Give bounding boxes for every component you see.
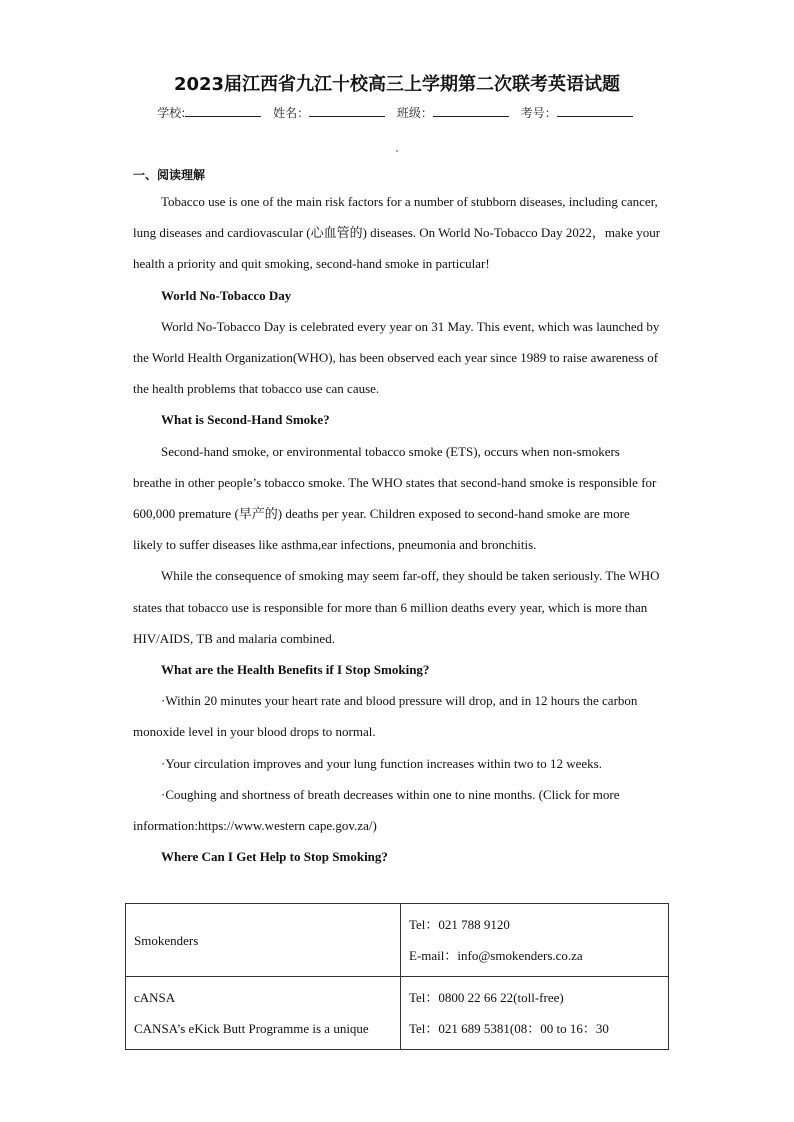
contact-email: E-mail：info@smokenders.co.za: [409, 948, 583, 963]
contact-phone: Tel：0800 22 66 22(toll-free): [409, 990, 564, 1005]
org-name: cANSA: [134, 990, 176, 1005]
paragraph-consequences: While the consequence of smoking may seem far-off, they should be taken seriously. The WHO states that tobacco use is responsible for more than 6 million deaths every year, which is more than HIV/AIDS, TB and malaria combined.: [133, 568, 660, 646]
subheading-health-benefits: What are the Health Benefits if I Stop Smoking?: [161, 662, 430, 678]
help-contacts-table: [125, 903, 669, 1050]
exam-number-blank[interactable]: [557, 104, 633, 117]
org-name: Smokenders: [134, 932, 199, 948]
table-row: [126, 977, 669, 1050]
contact-phone: Tel：021 788 9120: [409, 917, 510, 932]
benefit-item-1: ·Within 20 minutes your heart rate and blood pressure will drop, and in 12 hours the carbon monoxide level in your blood drops to normal.: [133, 693, 638, 740]
name-label: 姓名：: [273, 106, 310, 120]
benefit-item-2: ·Your circulation improves and your lung function increases within two to 12 weeks.: [161, 755, 602, 771]
school-label: 学校:: [157, 106, 186, 120]
section-heading: 一、阅读理解: [133, 168, 206, 182]
student-info-line: [0, 104, 794, 121]
document-title: 2023届江西省九江十校高三上学期第二次联考英语试题: [173, 74, 621, 95]
name-blank[interactable]: [309, 104, 385, 117]
class-label: 班级：: [396, 106, 433, 120]
benefit-item-3: ·Coughing and shortness of breath decreases within one to nine months. (Click for more information:https://www.western cape.gov.za/): [133, 786, 620, 834]
stray-dot: [396, 150, 398, 152]
org-cell: [126, 977, 401, 1050]
paragraph-no-tobacco-day: World No-Tobacco Day is celebrated every year on 31 May. This event, which was launched by the World Health Organization(WHO), has been observed each year since 1989 to raise awareness of the health problems that tobacco use can cause.: [133, 318, 660, 397]
class-blank[interactable]: [433, 104, 509, 117]
subheading-no-tobacco-day: World No-Tobacco Day: [161, 287, 292, 303]
contact-cell: [401, 977, 669, 1050]
org-description: CANSA’s eKick Butt Programme is a unique: [134, 1021, 369, 1036]
subheading-second-hand-smoke: What is Second-Hand Smoke?: [161, 412, 330, 428]
subheading-get-help: Where Can I Get Help to Stop Smoking?: [161, 849, 388, 865]
exam-number-label: 考号：: [520, 106, 557, 120]
school-blank[interactable]: [185, 104, 261, 117]
contact-cell: [401, 904, 669, 977]
contact-phone-2: Tel：021 689 5381(08：00 to 16：30: [409, 1021, 609, 1036]
paragraph-second-hand-smoke: Second-hand smoke, or environmental tobacco smoke (ETS), occurs when non-smokers breathe in other people’s tobacco smoke. The WHO states that second-hand smoke is responsible for 600,000 premature (早产的) deaths per year. Children exposed to second-hand smoke are more likely to suffer diseases like asthma,ear infections, pneumonia and bronchitis.: [133, 443, 657, 553]
intro-paragraph: Tobacco use is one of the main risk factors for a number of stubborn diseases, including cancer, lung diseases and cardiovascular (心血管的) diseases. On World No-Tobacco Day 2022，make your health a priority and quit smoking, second-hand smoke in particular!: [133, 194, 661, 272]
table-row: [126, 904, 669, 977]
reading-passage: [133, 186, 661, 872]
org-cell: [126, 904, 401, 977]
